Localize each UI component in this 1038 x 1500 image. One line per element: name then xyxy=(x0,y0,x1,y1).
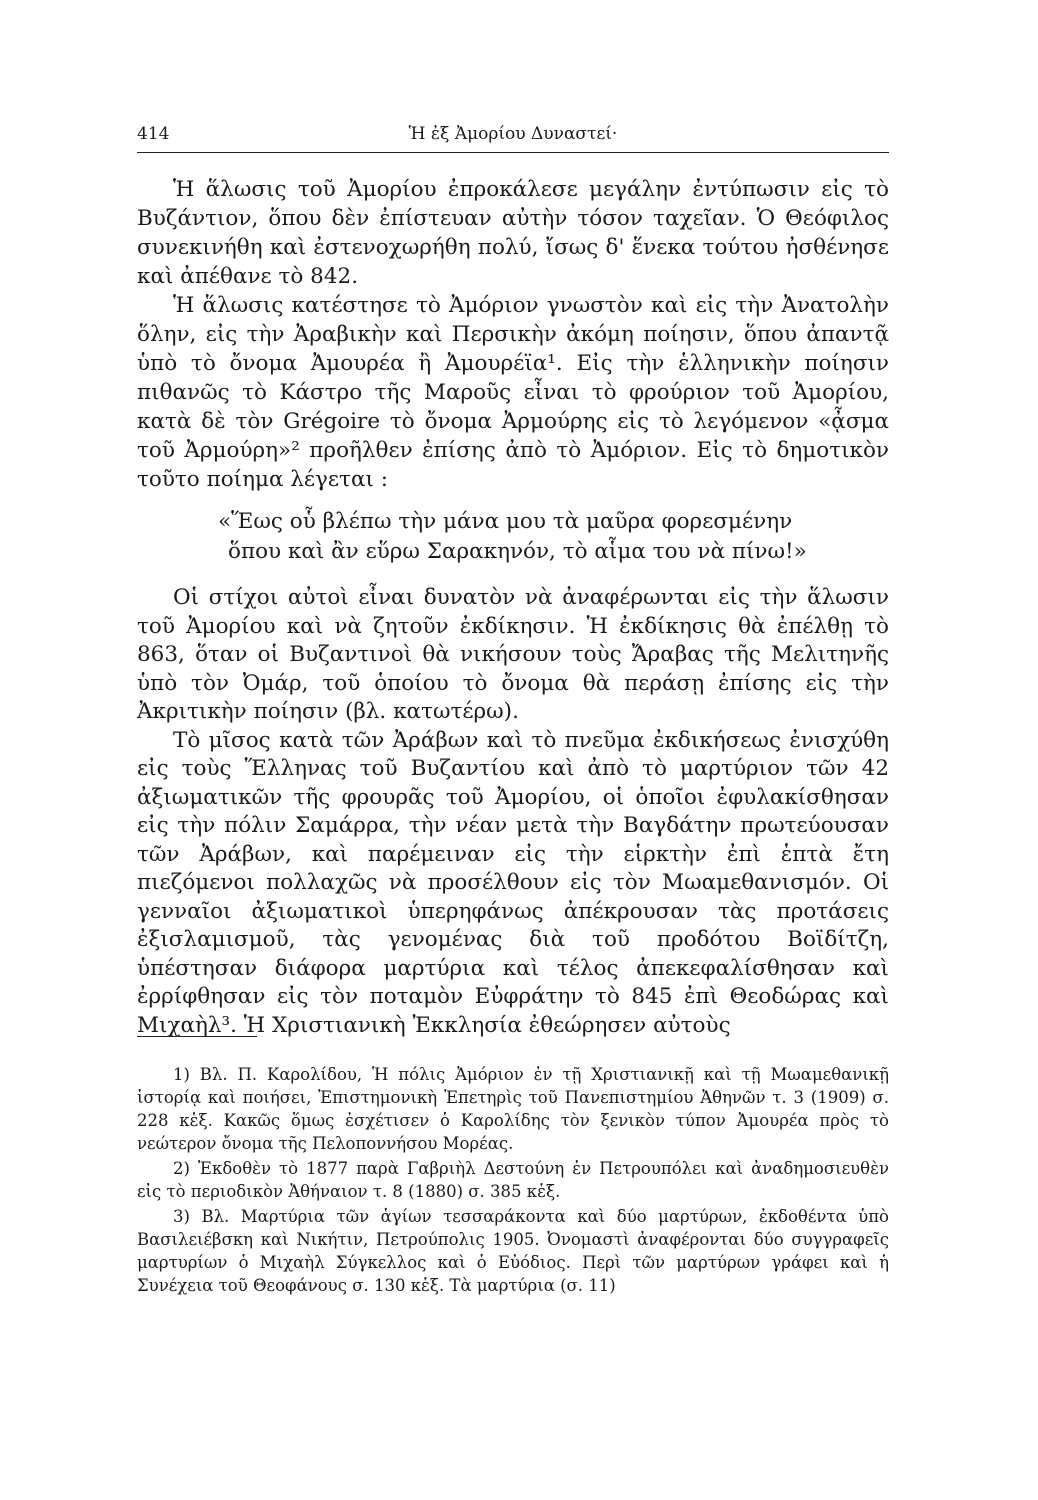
footnote-rule xyxy=(137,1036,257,1037)
main-text-continued xyxy=(137,584,889,1040)
poem-line: ὅπου καὶ ἂν εὕρω Σαρακηνόν, τὸ αἷμα του νὰ πίνω!» xyxy=(228,539,807,564)
header-rule xyxy=(137,152,889,153)
footnotes xyxy=(137,1063,889,1299)
footnote: 2) Ἐκδοθὲν τὸ 1877 παρὰ Γαβριὴλ Δεστούνη ἐν Πετρουπόλει καὶ ἀναδημοσιευθὲν εἰς τὸ περιοδικὸν Ἀθήναιον τ. 8 (1880) σ. 385 κἑξ. xyxy=(137,1159,889,1201)
paragraph: Ἡ ἅλωσις κατέστησε τὸ Ἀμόριον γνωστὸν καὶ εἰς τὴν Ἀνατολὴν ὅλην, εἰς τὴν Ἀραβικὴν καὶ Περσικὴν ἀκόμη ποίησιν, ὅπου ἀπαντᾷ ὑπὸ τὸ ὄνομα Ἀμουρέα ἢ Ἀμουρέϊα¹. Εἰς τὴν ἑλληνικὴν ποίησιν πιθανῶς τὸ Κάστρο τῆς Μαροῦς εἶναι τὸ φρούριον τοῦ Ἀμορίου, κατὰ δὲ τὸν Grégoire τὸ ὄνομα Ἀρμούρης εἰς τὸ λεγόμενον «ᾆσμα τοῦ Ἀρμούρη»² προῆλθεν ἐπίσης ἀπὸ τὸ Ἀμόριον. Εἰς τὸ δημοτικὸν τοῦτο ποίημα λέγεται : xyxy=(137,293,889,492)
running-title: Ἡ ἐξ Ἀμορίου Δυναστεί· xyxy=(408,124,618,144)
poem-line: «Ἕως οὗ βλέπω τὴν μάνα μου τὰ μαῦρα φορεσμένην xyxy=(218,509,793,534)
page-number: 414 xyxy=(137,124,170,144)
paragraph: Ἡ ἅλωσις τοῦ Ἀμορίου ἐπροκάλεσε μεγάλην ἐντύπωσιν εἰς τὸ Βυζάντιον, ὅπου δὲν ἐπίστευαν αὐτὴν τόσον ταχεῖαν. Ὁ Θεόφιλος συνεκινήθη καὶ ἐστενοχωρήθη πολύ, ἴσως δ' ἕνεκα τούτου ἠσθένησε καὶ ἀπέθανε τὸ 842. xyxy=(137,177,889,289)
main-text xyxy=(137,175,889,494)
footnote: 3) Βλ. Μαρτύρια τῶν ἁγίων τεσσαράκοντα καὶ δύο μαρτύρων, ἐκδοθέντα ὑπὸ Βασιλειέβσκη καὶ Νικήτιν, Πετρούπολις 1905. Ὀνομαστὶ ἀναφέρονται δύο συγγραφεῖς μαρτυρίων ὁ Μιχαὴλ Σύγκελλος καὶ ὁ Εὐόδιος. Περὶ τῶν μαρτύρων γράφει καὶ ἡ Συνέχεια τοῦ Θεοφάνους σ. 130 κἑξ. Τὰ μαρτύρια (σ. 11) xyxy=(137,1207,889,1295)
paragraph: Οἱ στίχοι αὐτοὶ εἶναι δυνατὸν νὰ ἀναφέρωνται εἰς τὴν ἅλωσιν τοῦ Ἀμορίου καὶ νὰ ζητοῦν ἐκδίκησιν. Ἡ ἐκδίκησις θὰ ἐπέλθῃ τὸ 863, ὅταν οἱ Βυζαντινοὶ θὰ νικήσουν τοὺς Ἄραβας τῆς Μελιτηνῆς ὑπὸ τὸν Ὀμάρ, τοῦ ὁποίου τὸ ὄνομα θὰ περάσῃ ἐπίσης εἰς τὴν Ἀκριτικὴν ποίησιν (βλ. κατωτέρω). xyxy=(137,585,889,724)
footnote: 1) Βλ. Π. Καρολίδου, Ἡ πόλις Ἀμόριον ἐν τῇ Χριστιανικῇ καὶ τῇ Μωαμεθανικῇ ἱστορίᾳ καὶ ποιήσει, Ἐπιστημονικὴ Ἐπετηρὶς τοῦ Πανεπιστημίου Ἀθηνῶν τ. 3 (1909) σ. 228 κἑξ. Κακῶς ὅμως ἐσχέτισεν ὁ Καρολίδης τὸν ξενικὸν τύπον Ἀμουρέα πρὸς τὸ νεώτερον ὄνομα τῆς Πελοποννήσου Μορέας. xyxy=(137,1065,889,1153)
poem-quote xyxy=(218,507,858,567)
page-header xyxy=(137,124,889,150)
paragraph: Τὸ μῖσος κατὰ τῶν Ἀράβων καὶ τὸ πνεῦμα ἐκδικήσεως ἐνισχύθη εἰς τοὺς Ἕλληνας τοῦ Βυζαντίου καὶ ἀπὸ τὸ μαρτύριον τῶν 42 ἀξιωματικῶν τῆς φρουρᾶς τοῦ Ἀμορίου, οἱ ὁποῖοι ἐφυλακίσθησαν εἰς τὴν πόλιν Σαμάρρα, τὴν νέαν μετὰ τὴν Βαγδάτην πρωτεύουσαν τῶν Ἀράβων, καὶ παρέμειναν εἰς τὴν εἱρκτὴν ἐπὶ ἑπτὰ ἔτη πιεζόμενοι πολλαχῶς νὰ προσέλθουν εἰς τὸν Μωαμεθανισμόν. Οἱ γενναῖοι ἀξιωματικοὶ ὑπερηφάνως ἀπέκρουσαν τὰς προτάσεις ἐξισλαμισμοῦ, τὰς γενομένας διὰ τοῦ προδότου Βοϊδίτζη, ὑπέστησαν διάφορα μαρτύρια καὶ τέλος ἀπεκεφαλίσθησαν καὶ ἐρρίφθησαν εἰς τὸν ποταμὸν Εὐφράτην τὸ 845 ἐπὶ Θεοδώρας καὶ Μιχαὴλ³. Ἡ Χριστιανικὴ Ἐκκλησία ἐθεώρησεν αὐτοὺς xyxy=(137,727,889,1038)
